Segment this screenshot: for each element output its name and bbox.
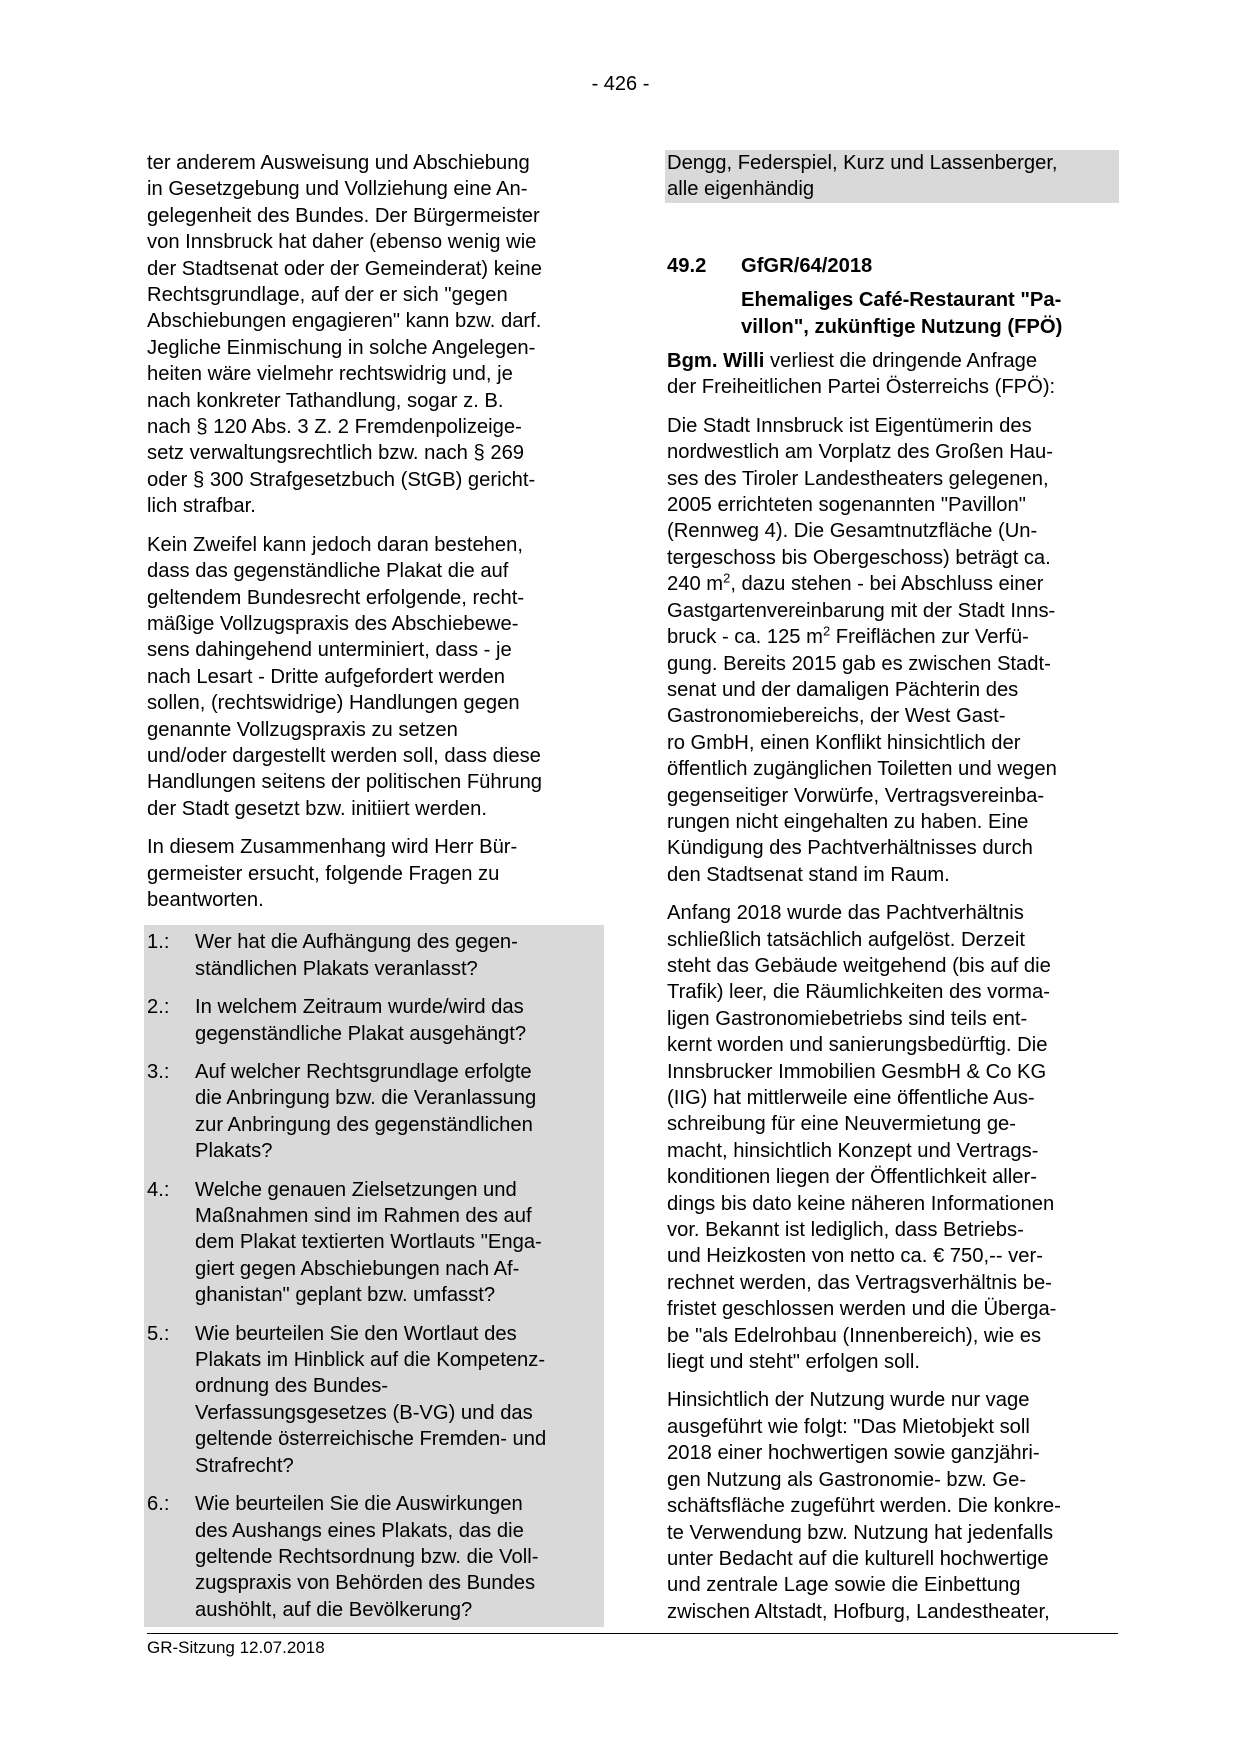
question-item [147,1491,604,1623]
footer-divider [147,1633,1118,1634]
left-column [147,150,597,1627]
question-item [147,1059,604,1165]
motion-number: 49.2 [667,254,707,277]
superscript: 2 [723,570,731,586]
left-paragraph-1: ter anderem Ausweisung und Abschiebung in Gesetzgebung und Vollziehung eine An- gelegenheit des Bundes. Der Bürgermeister von Innsbruck hat daher (ebenso wenig wie der Stadtsenat oder der Gemeinderat) keine Rechtsgrundlage, auf der er sich "gegen Abschiebungen engagieren" kann bzw. darf. Jegliche Einmischung in solche Angelegen- heiten wäre vielmehr rechtswidrig und, je nach konkreter Tathandlung, sogar z. B. nach § 120 Abs. 3 Z. 2 Fremdenpolizeige- setz verwaltungsrechtlich bzw. nach § 269 oder § 300 Strafgesetzbuch (StGB) gericht- lich strafbar. [147,152,543,518]
intro-text: verliest die dringende Anfrage der Freiheitlichen Partei Österreichs (FPÖ): [667,350,1056,399]
question-text: Wie beurteilen Sie den Wortlaut des Plakats im Hinblick auf die Kompetenz- ordnung des Bundes- Verfassungsgesetzes (B-VG) und das geltende österreichische Fremden- und Strafrecht? [195,1322,547,1477]
question-item [147,1177,604,1309]
question-number: 1.: [147,931,170,954]
superscript: 2 [822,623,831,639]
motion-title: Ehemaliges Café-Restaurant "Pa- villon", zukünftige Nutzung (FPÖ) [741,289,1063,338]
right-column [667,150,1118,1637]
question-item [147,994,604,1047]
left-paragraph-2: Kein Zweifel kann jedoch daran bestehen, dass das gegenständliche Plakat die auf geltendem Bundesrecht erfolgende, recht- mäßige Vollzugspraxis des Abschiebewe- sens dahingehend unterminiert, dass - je nach Lesart - Dritte aufgefordert werden sollen, (rechtswidrige) Handlungen gegen genannte Vollzugspraxis zu setzen und/oder dargestellt werden soll, dass diese Handlungen seitens der politischen Führung der Stadt gesetzt bzw. initiiert werden. [147,533,543,820]
p1-part-c: Freiflächen zur Verfü- gung. Bereits 2015 gab es zwischen Stadt- senat und der damaligen Pächterin des Gastronomiebereichs, der West Gast- ro GmbH, einen Konflikt hinsichtlich der öffentlich zugänglichen Toiletten und wegen gegenseitiger Vorwürfe, Vertragsvereinba- rungen nicht eingehalten zu haben. Eine Kündigung des Pachtverhältnisses durch den Stadtsenat stand im Raum. [667,626,1057,886]
p1-part-b: , dazu stehen - bei Abschluss einer Gastgartenvereinbarung mit der Stadt Inns- bruck - ca. 125 m [667,573,1056,649]
question-item [147,1321,604,1479]
left-paragraph-3: In diesem Zusammenhang wird Herr Bür- germeister ersucht, folgende Fragen zu beantworten. [147,836,518,911]
question-item [147,929,604,982]
question-text: Wer hat die Aufhängung des gegen- ständlichen Plakats veranlasst? [195,931,518,980]
right-paragraph-1 [667,413,1118,888]
motion-id: GfGR/64/2018 [741,254,873,277]
question-number: 3.: [147,1061,170,1083]
question-list [144,925,604,1627]
question-text: In welchem Zeitraum wurde/wird das gegenständliche Plakat ausgehängt? [195,996,527,1045]
question-number: 2.: [147,996,170,1019]
page-number: - 426 - [591,73,650,95]
right-paragraph-2: Anfang 2018 wurde das Pachtverhältnis schließlich tatsächlich aufgelöst. Derzeit steht das Gebäude weitgehend (bis auf die Trafik) leer, die Räumlichkeiten des vorma- ligen Gastronomiebetriebs sind teils ent- kernt worden und sanierungsbedürftig. Die Innsbrucker Immobilien GesmbH & Co KG (IIG) hat mittlerweile eine öffentliche Aus- schreibung für eine Neuvermietung ge- macht, hinsichtlich Konzept und Vertrags- konditionen liegen der Öffentlichkeit aller- dings bis dato keine näheren Informationen vor. Bekannt ist lediglich, dass Betriebs- und Heizkosten von netto ca. € 750,-- ver- rechnet werden, das Vertragsverhältnis be- fristet geschlossen werden und die Überga- be "als Edelrohbau (Innenbereich), wie es liegt und steht" erfolgen soll. [667,902,1057,1374]
question-text: Wie beurteilen Sie die Auswirkungen des Aushangs eines Plakats, das die geltende Rechtsordnung bzw. die Voll- zugspraxis von Behörden des Bundes aushöhlt, auf die Bevölkerung? [195,1493,539,1621]
question-text: Auf welcher Rechtsgrundlage erfolgte die Anbringung bzw. die Veranlassung zur Anbringung des gegenständlichen Plakats? [195,1061,537,1163]
speaker-name: Bgm. Willi [667,350,765,373]
footer-session-date: GR-Sitzung 12.07.2018 [147,1638,325,1657]
question-text: Welche genauen Zielsetzungen und Maßnahmen sind im Rahmen des auf dem Plakat textierten Wortlauts "Enga- giert gegen Abschiebungen nach Af- ghanistan" geplant bzw. umfasst? [195,1178,542,1307]
p1-part-a: Die Stadt Innsbruck ist Eigentümerin des nordwestlich am Vorplatz des Großen Hau- ses des Tiroler Landestheaters gelegenen, 2005 errichteten sogenannten "Pavillon" (Rennweg 4). Die Gesamtnutzfläche (Un- tergeschoss bis Obergeschoss) beträgt ca. 240 m [667,414,1053,596]
intro-paragraph [667,348,1118,401]
question-number: 6.: [147,1493,170,1516]
question-number: 4.: [147,1178,170,1201]
motion-heading [667,253,1118,279]
right-paragraph-3: Hinsichtlich der Nutzung wurde nur vage ausgeführt wie folgt: "Das Mietobjekt soll 2018 einer hochwertigen sowie ganzjähri- gen Nutzung als Gastronomie- bzw. Ge- schäftsfläche zugeführt werden. Die konkre- te Verwendung bzw. Nutzung hat jedenfalls unter Bedacht auf die kulturell hochwertige und zentrale Lage sowie die Einbettung zwischen Altstadt, Hofburg, Landestheater, [667,1389,1061,1623]
signers-block: Dengg, Federspiel, Kurz und Lassenberger, alle eigenhändig [665,150,1119,203]
question-number: 5.: [147,1322,170,1345]
